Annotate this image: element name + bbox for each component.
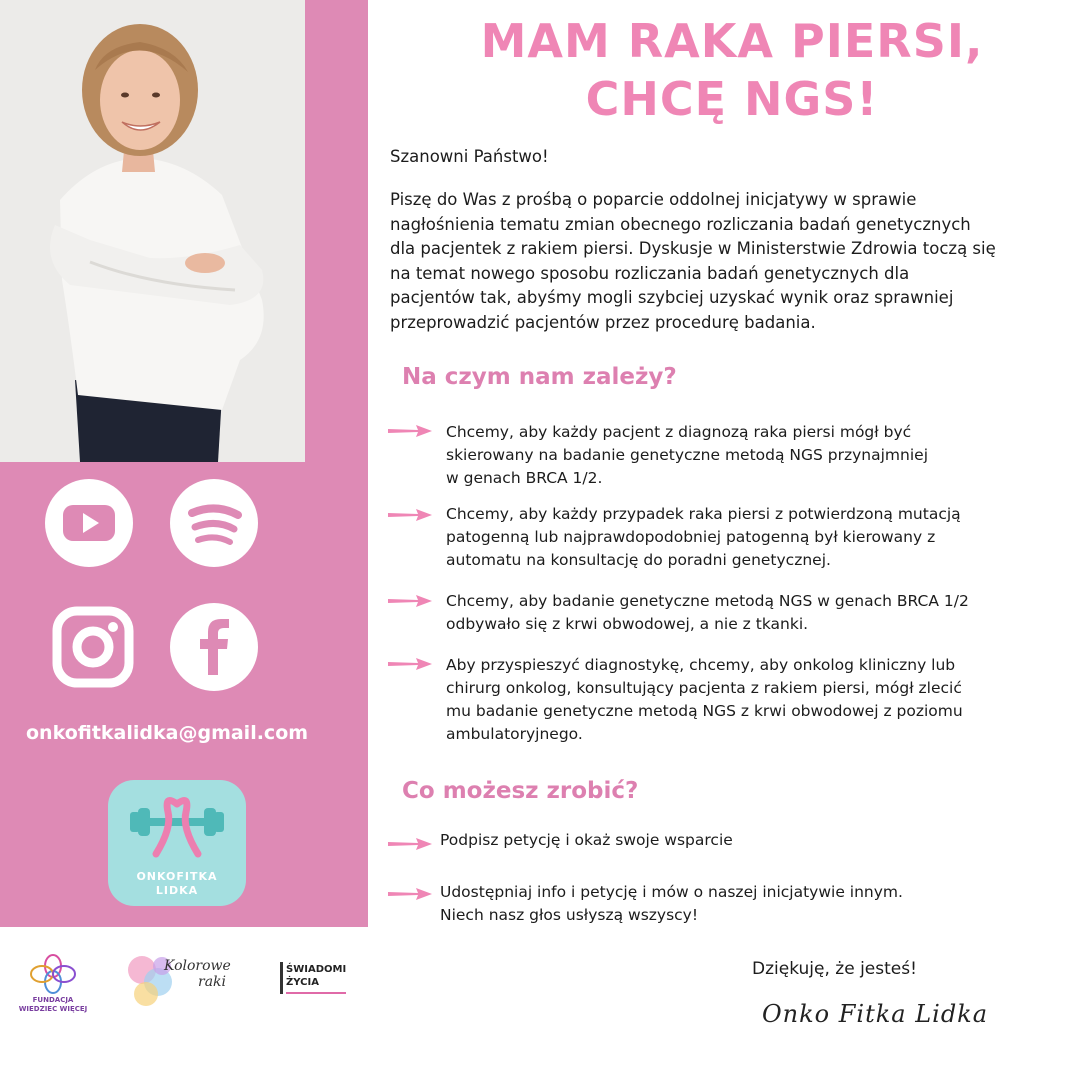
youtube-icon	[45, 479, 133, 567]
goals-heading: Na czym nam zależy?	[402, 364, 677, 390]
facebook-icon	[170, 603, 258, 691]
arrow-right-icon	[388, 507, 432, 523]
spotify-icon	[170, 479, 258, 567]
goal-line: skierowany na badanie genetyczne metodą NGS przynajmniej	[446, 446, 929, 464]
logo-divider	[280, 962, 283, 994]
instagram-button[interactable]	[52, 606, 134, 688]
goal-line: Chcemy, aby badanie genetyczne metodą NGS w genach BRCA 1/2	[446, 592, 969, 610]
goal-line: automatu na konsultację do poradni genetycznej.	[446, 551, 831, 569]
action-line: Podpisz petycję i okaż swoje wsparcie	[440, 831, 733, 849]
goal-line: w genach BRCA 1/2.	[446, 469, 603, 487]
kolorowe-raki-logo	[124, 952, 234, 1012]
greeting: Szanowni Państwo!	[390, 147, 549, 166]
actions-heading: Co możesz zrobić?	[402, 778, 639, 804]
page-title-line1: MAM RAKA PIERSI,	[480, 14, 984, 68]
contact-email[interactable]: onkofitkalidka@gmail.com	[26, 722, 309, 744]
goal-line: patogenną lub najprawdopodobniej patogenną był kierowany z	[446, 528, 936, 546]
sidebar	[0, 0, 368, 927]
profile-photo	[0, 0, 305, 462]
intro-line: Piszę do Was z prośbą o poparcie oddolnej inicjatywy w sprawie	[390, 190, 917, 209]
signature: Onko Fitka Lidka	[762, 1000, 989, 1028]
arrow-right-icon	[388, 886, 432, 902]
intro-line: nagłośnienia tematu zmian obecnego rozliczania badań genetycznych	[390, 214, 971, 234]
thanks-text: Dziękuję, że jesteś!	[752, 959, 917, 979]
intro-line: dla pacjentek z rakiem piersi. Dyskusje w Ministerstwie Zdrowia toczą się	[390, 239, 996, 258]
knot-logo-icon	[18, 952, 88, 996]
intro-line: pacjentów tak, abyśmy mogli szybciej uzyskać wynik oraz sprawniej	[390, 288, 954, 307]
arrow-right-icon	[388, 836, 432, 852]
partner1-line1: FUNDACJA	[32, 996, 74, 1004]
youtube-button[interactable]	[45, 479, 133, 567]
swiadomi-zycia-logo	[280, 962, 350, 1002]
action-line: Udostępniaj info i petycję i mów o naszej inicjatywie innym.	[440, 883, 903, 901]
logo-text-line2: LIDKA	[155, 884, 199, 897]
partner3-line2: ŻYCIA	[286, 977, 319, 988]
onkofitka-lidka-logo	[108, 780, 246, 906]
goal-line: ambulatoryjnego.	[446, 725, 583, 743]
goal-line: mu badanie genetyczne metodą NGS z krwi obwodowej z poziomu	[446, 702, 963, 720]
instagram-icon	[52, 606, 134, 688]
action-line: Niech nasz głos usłyszą wszyscy!	[440, 906, 699, 924]
logo-underline	[286, 992, 346, 994]
fundacja-wiedziec-wiecej-logo	[18, 952, 88, 1018]
page-title-line2: CHCĘ NGS!	[585, 72, 879, 126]
goal-line: chirurg onkolog, konsultujący pacjenta z rakiem piersi, mógł zlecić	[446, 679, 962, 697]
goal-line: odbywało się z krwi obwodowej, a nie z tkanki.	[446, 615, 809, 633]
goal-line: Chcemy, aby każdy przypadek raka piersi z potwierdzoną mutacją	[446, 505, 961, 523]
spotify-button[interactable]	[170, 479, 258, 567]
goal-line: Aby przyspieszyć diagnostykę, chcemy, aby onkolog kliniczny lub	[446, 656, 956, 674]
logo-text-line1: ONKOFITKA	[136, 870, 218, 883]
woman-portrait-image	[0, 0, 305, 462]
partner2-line1: Kolorowe	[164, 958, 231, 974]
facebook-button[interactable]	[170, 603, 258, 691]
partner1-line2: WIEDZIEC WIĘCEJ	[18, 1005, 88, 1013]
pink-ribbon-dumbbell-icon	[108, 784, 246, 874]
arrow-right-icon	[388, 656, 432, 672]
intro-line: przeprowadzić pacjentów przez procedurę badania.	[390, 312, 816, 332]
partner2-line2: raki	[198, 974, 226, 990]
partner3-line1: ŚWIADOMI	[286, 964, 347, 975]
arrow-right-icon	[388, 593, 432, 609]
arrow-right-icon	[388, 423, 432, 439]
goal-line: Chcemy, aby każdy pacjent z diagnozą raka piersi mógł być	[446, 423, 912, 441]
intro-line: na temat nowego sposobu rozliczania badań genetycznych dla	[390, 263, 910, 283]
